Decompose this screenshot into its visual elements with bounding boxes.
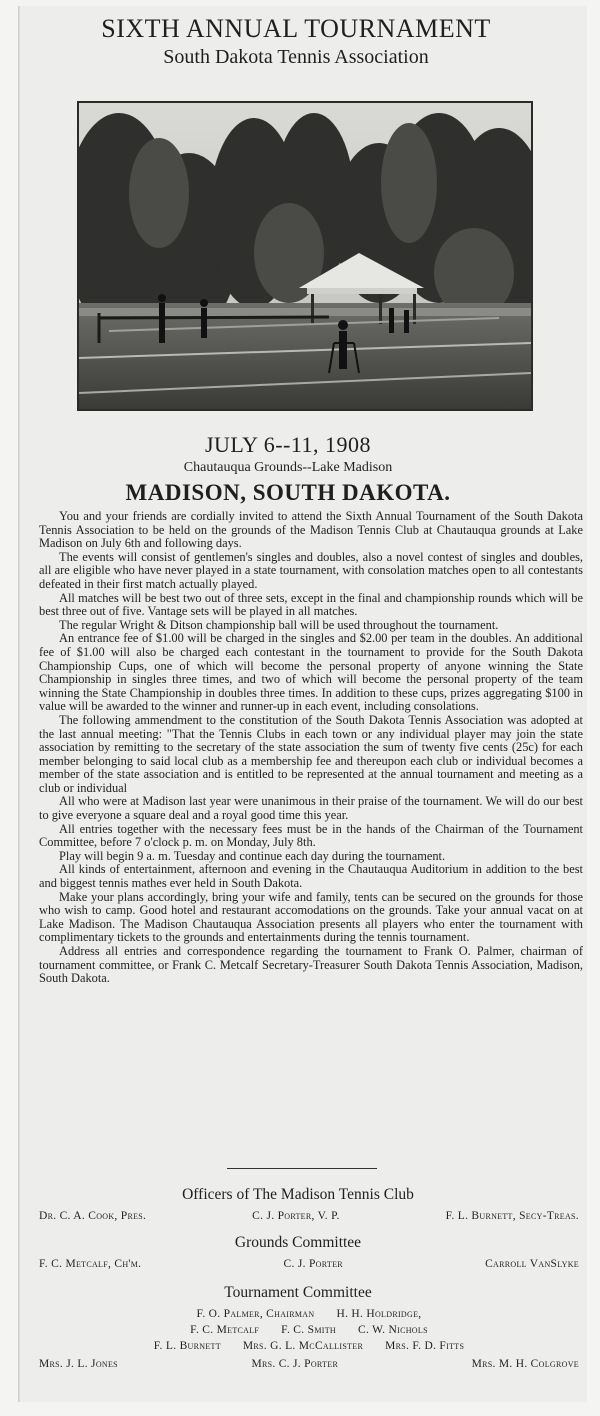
tournament-committee-row — [39, 1324, 579, 1336]
paragraph: Make your plans accordingly, bring your wife and family, tents can be secured on the grounds for those who wish to camp. Good hotel and restaurant accomodations on the grounds. Take your annual vacat on at Lake Madison. The Madison Chautauqua Association presents all players who enter the tournament with complimentary tickets to the grounds and entertainments during the tennis tournament. — [39, 889, 583, 945]
committee-member: Mrs. C. J. Porter — [251, 1358, 339, 1370]
committee-member: F. C. Smith — [281, 1324, 336, 1336]
event-date: JULY 6--11, 1908 — [204, 432, 372, 457]
tournament-committee-row — [39, 1358, 579, 1370]
committee-member: F. C. Metcalf, Ch'm. — [39, 1258, 142, 1270]
grounds-committee-names — [39, 1258, 579, 1270]
document-subtitle: South Dakota Tennis Association — [163, 46, 429, 68]
paragraph: Address all entries and correspondence regarding the tournament to Frank O. Palmer, chairman of tournament committee, or Frank C. Metcalf Secretary-Treasurer South Dakota Tennis Association, Madison, South Dakota. — [39, 944, 583, 986]
divider — [227, 1168, 377, 1169]
document-page — [18, 6, 587, 1402]
committee-member: Mrs. M. H. Colgrove — [471, 1358, 579, 1370]
officers-heading: Officers of The Madison Tennis Club — [182, 1186, 414, 1203]
paragraph: The regular Wright & Ditson championship ball will be used throughout the tournament. — [59, 617, 499, 632]
paragraph: All entries together with the necessary fees must be in the hands of the Chairman of the Tournament Committee, before 7 o'clock p. m. on Monday, July 8th. — [39, 821, 583, 850]
tennis-court-photo — [77, 101, 533, 411]
event-venue: Chautauqua Grounds--Lake Madison — [183, 460, 393, 475]
grounds-committee-heading: Grounds Committee — [234, 1234, 362, 1251]
tournament-committee-row — [39, 1308, 579, 1320]
committee-member: C. J. Porter — [283, 1258, 343, 1270]
tournament-committee-heading: Tournament Committee — [224, 1284, 372, 1301]
committee-member: Mrs. J. L. Jones — [39, 1358, 118, 1370]
tournament-committee-row — [39, 1340, 579, 1352]
event-city: MADISON, SOUTH DAKOTA. — [125, 480, 451, 505]
committee-member: Mrs. G. L. McCallister — [242, 1340, 364, 1352]
officer-name: F. L. Burnett, Secy-Treas. — [445, 1210, 579, 1222]
committee-member: F. L. Burnett — [153, 1340, 221, 1352]
committee-member: Carroll VanSlyke — [485, 1258, 579, 1270]
paragraph: You and your friends are cordially invited to attend the Sixth Annual Tournament of the South Dakota Tennis Association to be held on the grounds of the Madison Tennis Club at Chautauqua grounds at Lake Madison on July 6th and following days. — [39, 509, 583, 551]
officer-name: C. J. Porter, V. P. — [252, 1210, 340, 1222]
document-title: SIXTH ANNUAL TOURNAMENT — [101, 14, 491, 43]
invitation-body — [39, 510, 583, 986]
paragraph: All who were at Madison last year were unanimous in their praise of the tournament. We will do our best to give everyone a square deal and a royal good time this year. — [39, 794, 583, 823]
committee-member: F. C. Metcalf — [190, 1324, 260, 1336]
committee-member: F. O. Palmer, Chairman — [196, 1308, 315, 1320]
paragraph: Play will begin 9 a. m. Tuesday and continue each day during the tournament. — [59, 848, 446, 863]
paragraph: All matches will be best two out of three sets, except in the final and championship rounds which will be best three out of five. Vantage sets will be played in all matches. — [39, 590, 583, 619]
paragraph: The events will consist of gentlemen's singles and doubles, also a novel contest of singles and doubles, all are eligible who have never played in a state tournament, with consolation matches open to all contestants defeated in their first match actually played. — [39, 549, 583, 591]
paragraph: All kinds of entertainment, afternoon and evening in the Chautauqua Auditorium in addition to the best and biggest tennis mathes ever held in South Dakota. — [39, 862, 583, 891]
officers-names — [39, 1210, 579, 1222]
committee-member: Mrs. F. D. Fitts — [385, 1340, 465, 1352]
committee-member: H. H. Holdridge, — [336, 1308, 422, 1320]
paragraph: The following ammendment to the constitution of the South Dakota Tennis Association was adopted at the last annual meeting: "That the Tennis Clubs in each town or any individual player may join the state association by remitting to the secretary of the state association the sum of twenty five cents (25c) for each member belonging to said local club as a membership fee and thereupon each club or individual becomes a member of the state association and is entitled to be represented at the annual tournament and meeting as a club or individual — [39, 712, 583, 795]
paragraph: An entrance fee of $1.00 will be charged in the singles and $2.00 per team in the doubles. An additional fee of $1.00 will also be charged each contestant in the tournament to provide for the South Dakota Championship Cups, one of which will become the personal property of anyone winning the State Championship in singles three times, and two of which will become the personal property of the team winning the State Championship in doubles three times. In addition to these cups, prizes aggregating $100 in value will be awarded to the winner and runner-up in each event, including consolations. — [39, 631, 583, 714]
officer-name: Dr. C. A. Cook, Pres. — [39, 1210, 147, 1222]
committee-member: C. W. Nichols — [357, 1324, 428, 1336]
